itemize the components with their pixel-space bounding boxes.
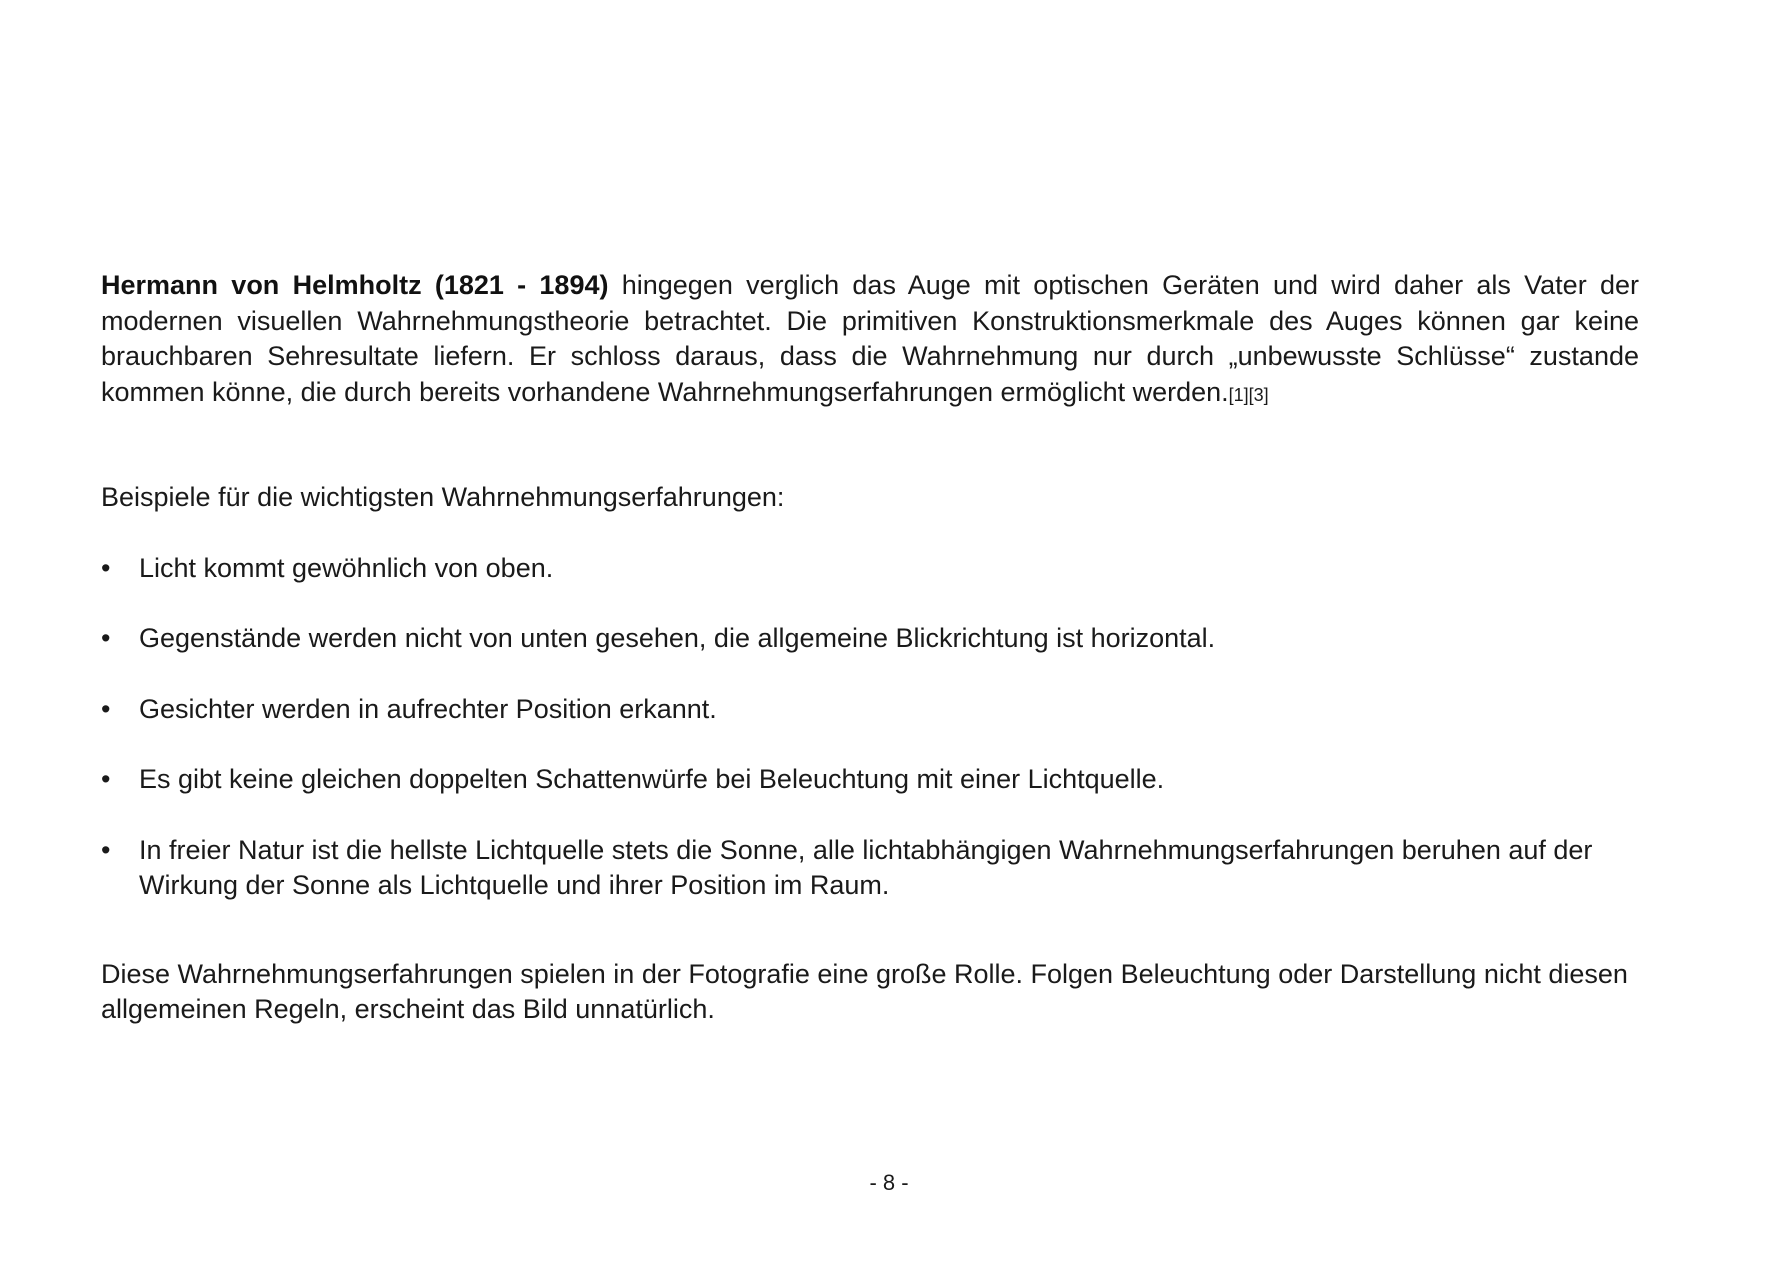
bullet-icon: • xyxy=(101,693,111,724)
list-item-text: Es gibt keine gleichen doppelten Schattenwürfe bei Beleuchtung mit einer Lichtquelle. xyxy=(139,764,1165,794)
bullet-icon: • xyxy=(101,623,111,653)
bullet-icon: • xyxy=(101,552,111,583)
closing-paragraph: Diese Wahrnehmungserfahrungen spielen in der Fotografie eine große Rolle. Folgen Beleuchtung oder Darstellung nicht diesen allgemeinen Regeln, erscheint das Bild unnatürlich. xyxy=(101,958,1628,1024)
list-item xyxy=(101,621,1639,657)
page-body xyxy=(101,268,1639,1028)
intro-paragraph xyxy=(101,268,1639,413)
examples-list xyxy=(101,551,1639,904)
list-item-text: Gegenstände werden nicht von unten gesehen, die allgemeine Blickrichtung ist horizontal. xyxy=(139,623,1216,653)
list-item-text: Gesichter werden in aufrechter Position erkannt. xyxy=(139,693,717,724)
bullet-icon: • xyxy=(101,764,111,794)
page-number: - 8 - xyxy=(869,1170,909,1195)
intro-text: hingegen verglich das Auge mit optischen Geräten und wird daher als Vater der modernen visuellen Wahrnehmungstheorie betrachtet. Die primitiven Konstruktionsmerkmale des Auges können gar keine brauchbaren Sehresultate liefern. Er schloss daraus, dass die Wahrnehmung nur durch „unbewusste Schlüsse“ zustande kommen könne, die durch bereits vorhandene Wahrnehmungserfahrungen ermöglicht werden. xyxy=(101,270,1639,407)
list-item-text: Licht kommt gewöhnlich von oben. xyxy=(139,552,554,583)
list-item xyxy=(101,692,1639,728)
list-item xyxy=(101,833,1639,904)
examples-lead: Beispiele für die wichtigsten Wahrnehmungserfahrungen: xyxy=(101,482,785,512)
reference-markers: [1][3] xyxy=(1228,384,1269,405)
person-name: Hermann von Helmholtz (1821 - 1894) xyxy=(101,270,609,300)
list-item xyxy=(101,762,1639,798)
list-item xyxy=(101,551,1639,587)
list-item-text: In freier Natur ist die hellste Lichtquelle stets die Sonne, alle lichtabhängigen Wahrnehmungserfahrungen beruhen auf der Wirkung der Sonne als Lichtquelle und ihrer Position im Raum. xyxy=(139,834,1593,900)
bullet-icon: • xyxy=(101,834,111,865)
